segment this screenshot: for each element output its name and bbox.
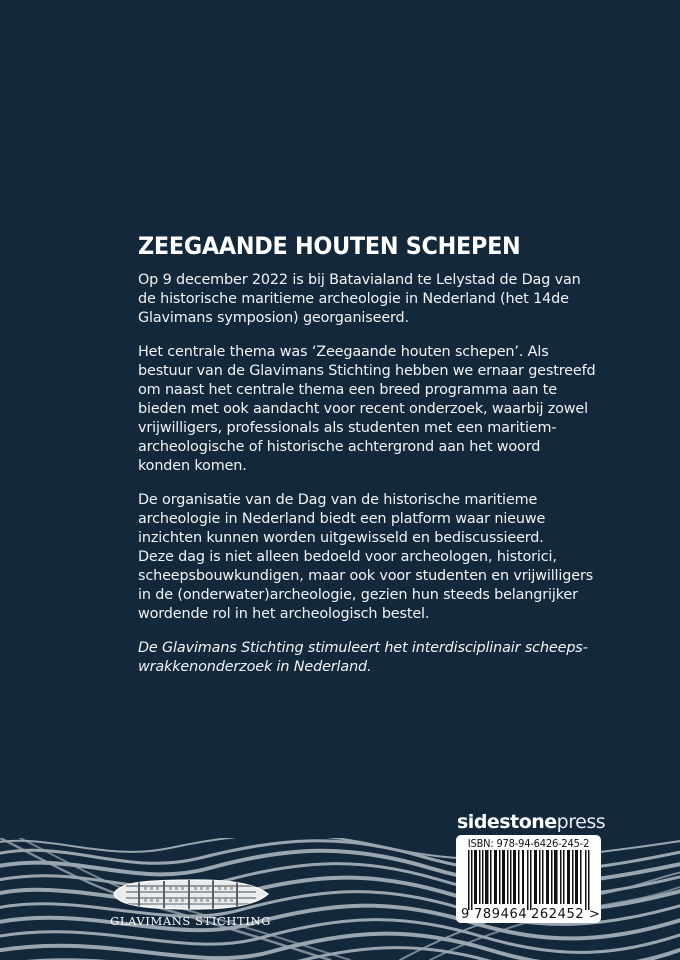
headline: ZEEGAANDE HOUTEN SCHEPEN	[138, 232, 521, 260]
text-line: Glavimans symposion) georganiseerd.	[138, 310, 409, 326]
text-line: scheepsbouwkundigen, maar ook voor studenten en vrijwilligers	[138, 568, 594, 584]
publisher-name-bold: sidestone	[457, 811, 557, 833]
paragraph-organisation	[138, 491, 608, 624]
paragraph-mission	[138, 639, 608, 677]
text-line: inzichten kunnen worden uitgewisseld en bediscussieerd.	[138, 530, 544, 546]
text-line: bieden met ook aandacht voor recent onderzoek, waarbij zowel	[138, 401, 588, 417]
barcode-digits	[459, 907, 599, 922]
barcode-group-2: 262452	[531, 907, 585, 922]
paragraph-theme	[138, 343, 608, 476]
back-cover-text	[138, 231, 608, 692]
text-line: in de (onderwater)archeologie, gezien hun steeds belangrijker	[138, 587, 578, 603]
barcode-lead-digit: 9	[461, 907, 470, 922]
text-line: wrakkenonderzoek in Nederland.	[138, 659, 372, 675]
foundation-name: GLAVIMANS STICHTING	[110, 914, 271, 928]
text-line: Het centrale thema was ‘Zeegaande houten schepen’. Als	[138, 344, 549, 360]
text-line: Deze dag is niet alleen bedoeld voor archeologen, historici,	[138, 549, 557, 565]
text-line: vrijwilligers, professionals als studenten met een maritiem-	[138, 420, 557, 436]
text-line: Op 9 december 2022 is bij Batavialand te Lelystad de Dag van	[138, 272, 581, 288]
barcode-group-1: 789464	[474, 907, 528, 922]
publisher-name-light: press	[556, 811, 606, 833]
text-line: De organisatie van de Dag van de historische maritieme	[138, 492, 538, 508]
text-line: archeologische of historische achtergrond aan het woord	[138, 439, 541, 455]
publisher-logo	[457, 810, 606, 834]
paragraph-intro	[138, 271, 608, 328]
text-line: wordende rol in het archeologisch bestel.	[138, 606, 430, 622]
text-line: konden komen.	[138, 458, 247, 474]
isbn-label: ISBN: 978-94-6426-245-2	[467, 837, 590, 850]
text-line: de historische maritieme archeologie in Nederland (het 14de	[138, 291, 569, 307]
isbn-barcode	[456, 835, 601, 923]
text-line: om naast het centrale thema een breed programma aan te	[138, 382, 557, 398]
barcode-quiet-marker: >	[589, 907, 600, 922]
text-line: archeologie in Nederland biedt een platform waar nieuwe	[138, 511, 546, 527]
barcode-bars-icon	[468, 850, 590, 910]
text-line: De Glavimans Stichting stimuleert het interdisciplinair scheeps-	[138, 640, 588, 656]
text-line: bestuur van de Glavimans Stichting hebben we ernaar gestreefd	[138, 363, 596, 379]
